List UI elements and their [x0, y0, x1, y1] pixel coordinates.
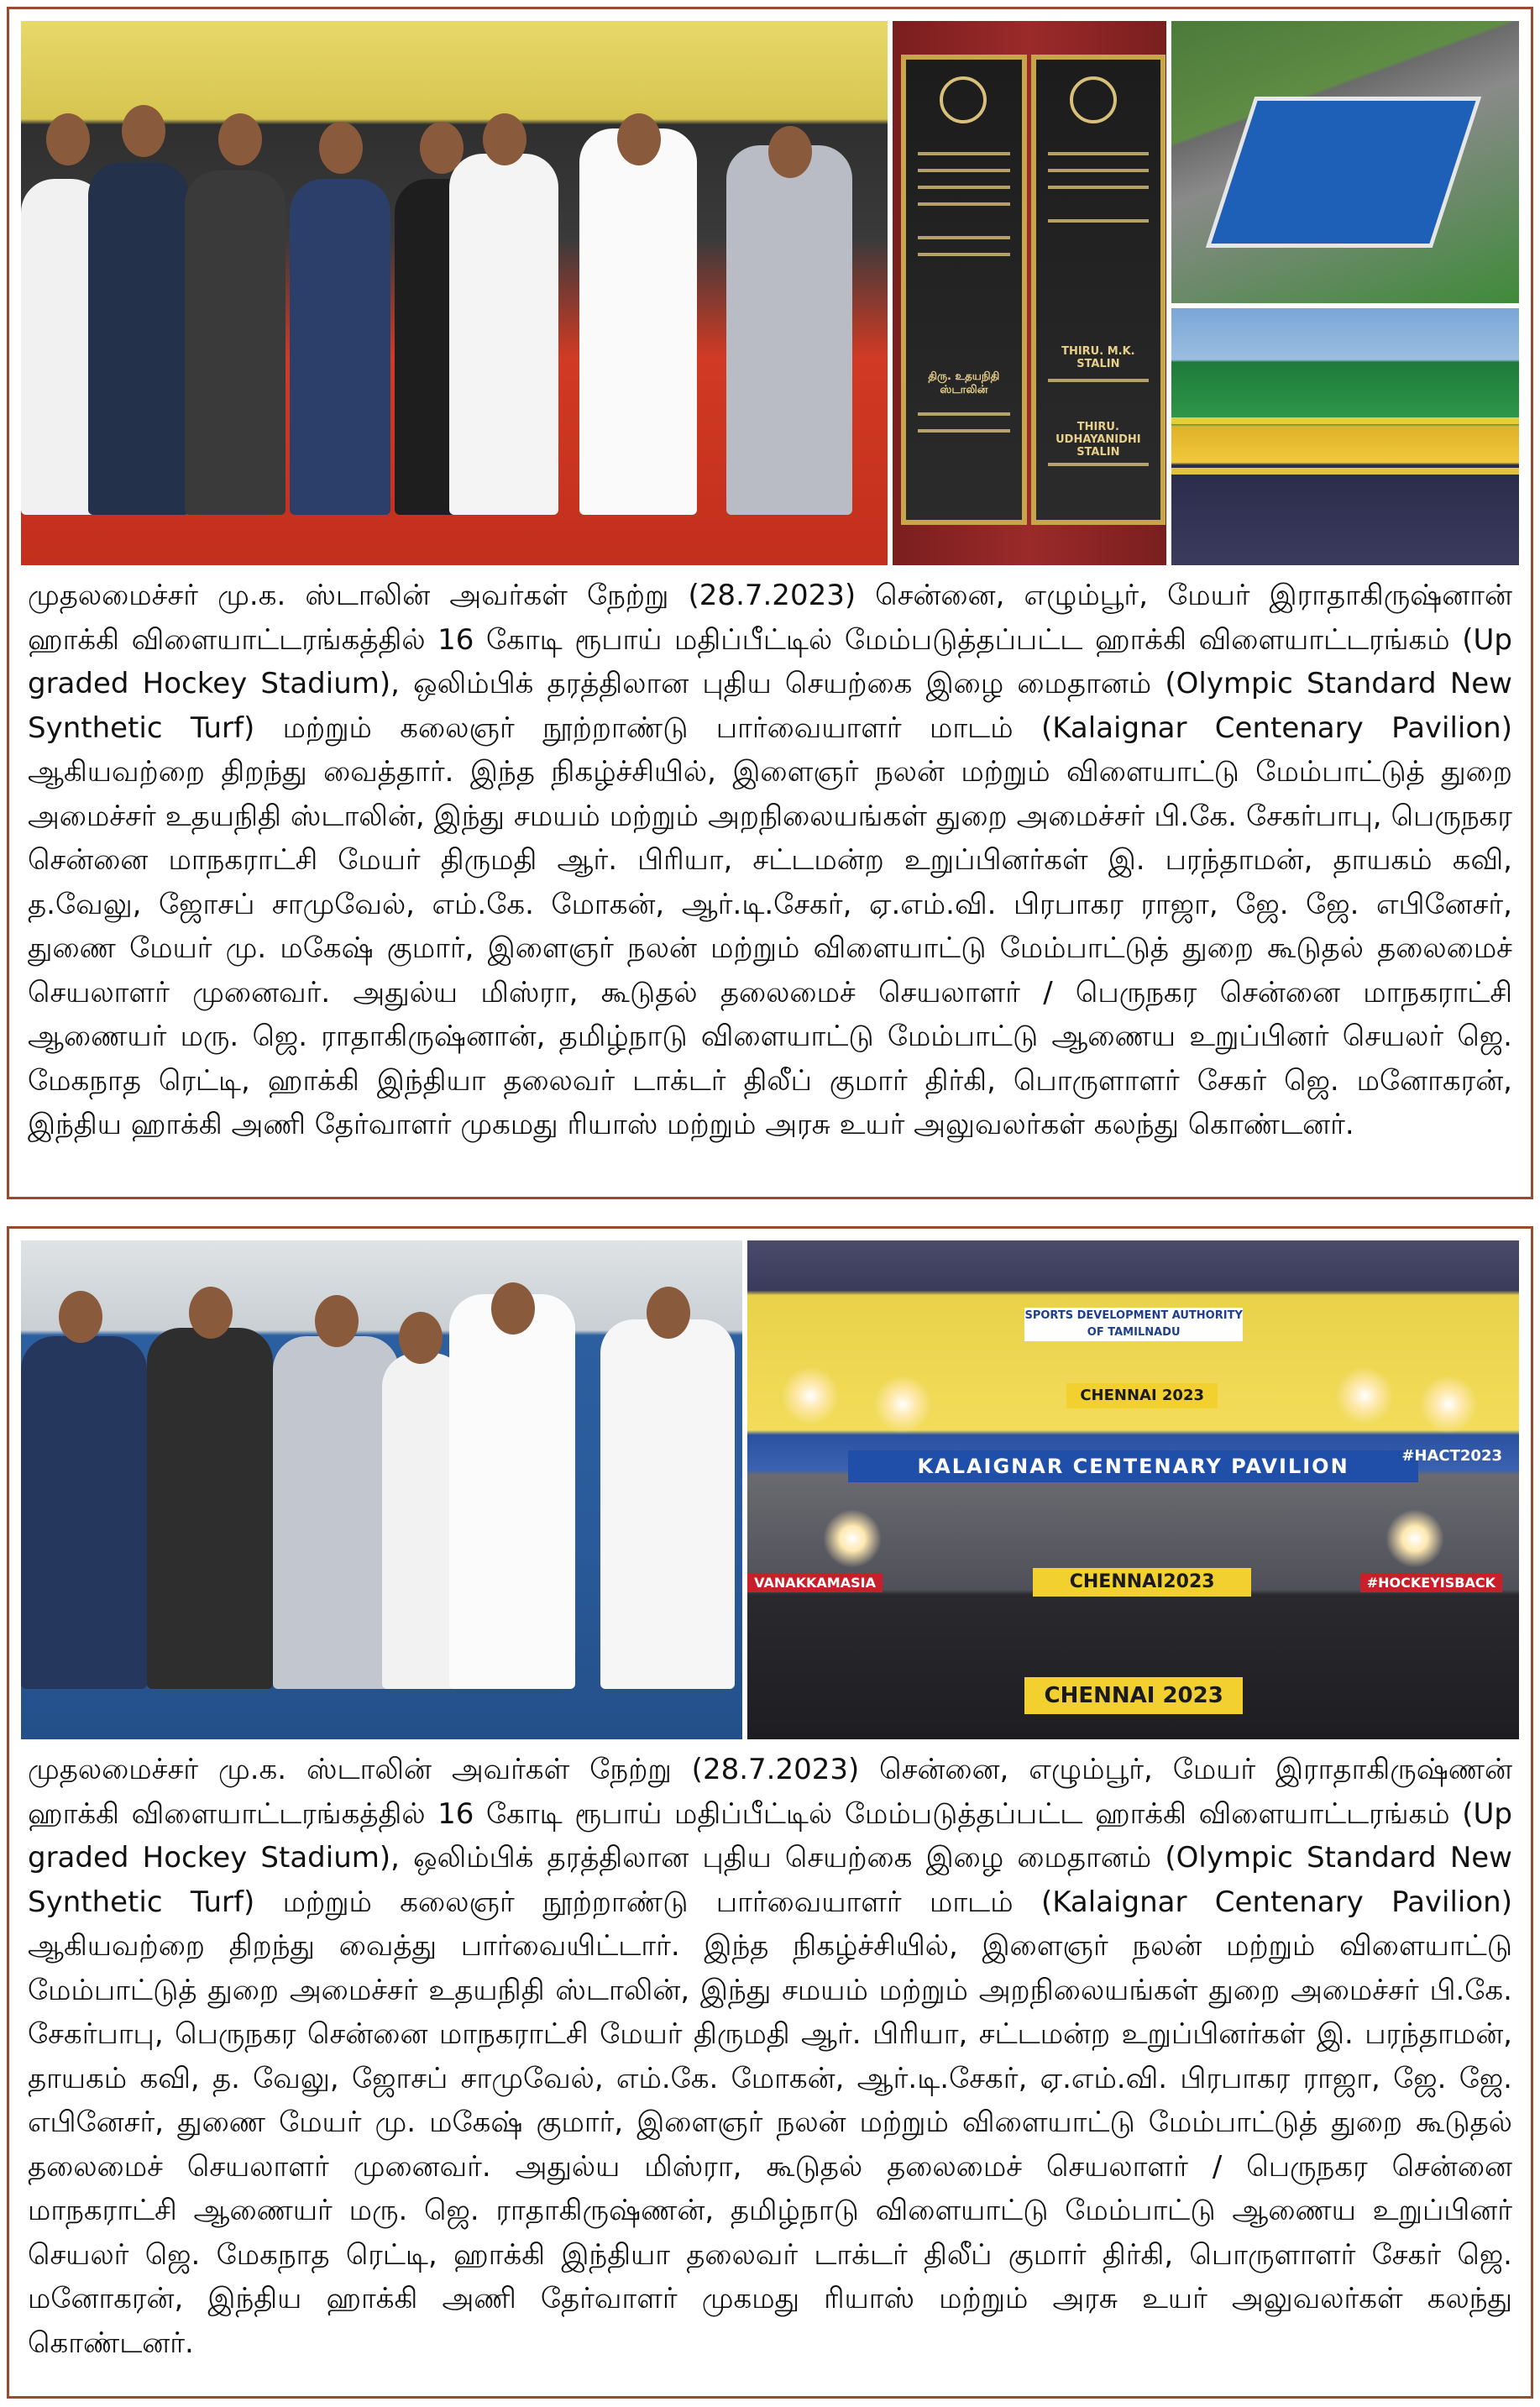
inauguration-photo: [21, 21, 888, 565]
person-head: [46, 113, 90, 165]
photo-row-2: [21, 1240, 1519, 1739]
sda-sign: SPORTS DEVELOPMENT AUTHORITY OF TAMILNADU: [1024, 1308, 1243, 1341]
hockey-turf: [1206, 97, 1481, 248]
person-figure: [449, 1294, 575, 1689]
emblem-icon: [940, 76, 987, 123]
plaque-left-name: திரு. உதயநிதி ஸ்டாலின்: [928, 370, 1000, 396]
plaque-left: [901, 55, 1027, 525]
caption-1: [28, 574, 1512, 1147]
plaque-right-name-2: THIRU. UDHAYANIDHI STALIN: [1055, 421, 1141, 459]
firework: [1419, 1375, 1478, 1434]
person-head: [122, 105, 165, 157]
news-panel-1: [7, 7, 1533, 1199]
hockey-hashtag: #HOCKEYISBACK: [1360, 1573, 1502, 1592]
person-head: [420, 122, 464, 174]
person-figure: [449, 154, 558, 515]
person-figure: [21, 1336, 147, 1689]
person-head: [768, 126, 812, 178]
firework: [1335, 1366, 1394, 1425]
hact-hashtag: #HACT2023: [1401, 1447, 1502, 1465]
caption-1-text: முதலமைச்சர் மு.க. ஸ்டாலின் அவர்கள் நேற்று (28.7.2023) சென்னை, எழும்பூர், மேயர் இராதாகிருஷ்னான் ஹாக்கி விளையாட்டரங்கத்தில் 16 கோடி ரூபாய் மதிப்பீட்டில் மேம்படுத்தப்பட்ட ஹாக்கி விளையாட்டரங்கம் (Up graded Hockey Stadium), ஒலிம்பிக் தரத்திலான புதிய செயற்கை இழை மைதானம் (Olympic Standard New Synthetic Turf) மற்றும் கலைஞர் நூற்றாண்டு பார்வையாளர் மாடம் (Kalaignar Centenary Pavilion) ஆகியவற்றை திறந்து வைத்தார். இந்த நிகழ்ச்சியில், இளைஞர் நலன் மற்றும் விளையாட்டு மேம்பாட்டுத் துறை அமைச்சர் உதயநிதி ஸ்டாலின், இந்து சமயம் மற்றும் அறநிலையங்கள் துறை அமைச்சர் பி.கே. சேகர்பாபு, பெருநகர சென்னை மாநகராட்சி மேயர் திருமதி ஆர். பிரியா, சட்டமன்ற உறுப்பினர்கள் இ. பரந்தாமன், தாயகம் கவி, த.வேலு, ஜோசப் சாமுவேல், எம்.கே. மோகன், ஆர்.டி.சேகர், ஏ.எம்.வி. பிரபாகர ராஜா, ஜே. ஜே. எபினேசர், துணை மேயர் மு. மகேஷ் குமார், இளைஞர் நலன் மற்றும் விளையாட்டு மேம்பாட்டுத் துறை கூடுதல் தலைமைச் செயலாளர் முனைவர். அதுல்ய மிஸ்ரா, கூடுதல் தலைமைச் செயலாளர் / பெருநகர சென்னை மாநகராட்சி ஆணையர் மரு. ஜெ. ராதாகிருஷ்னான், தமிழ்நாடு விளையாட்டு மேம்பாட்டு ஆணைய உறுப்பினர் செயலர் ஜெ. மேகநாத ரெட்டி, ஹாக்கி இந்தியா தலைவர் டாக்டர் திலீப் குமார் திர்கி, பொருளாளர் சேகர் ஜெ. மனோகரன், இந்திய ஹாக்கி அணி தேர்வாளர் முகமது ரியாஸ் மற்றும் அரசு உயர் அலுவலர்கள் கலந்து கொண்டனர்.: [28, 579, 1512, 1141]
firework: [781, 1366, 840, 1425]
firework: [873, 1375, 932, 1434]
aerial-column: [1171, 21, 1519, 565]
emblem-icon: [1070, 76, 1117, 123]
person-figure: [185, 170, 285, 515]
person-head: [319, 122, 363, 174]
person-figure: [147, 1328, 273, 1689]
chennai-sign-mid: CHENNAI2023: [1033, 1568, 1251, 1597]
person-head: [483, 113, 526, 165]
chennai-sign-bottom: CHENNAI 2023: [1024, 1677, 1243, 1714]
vanakkam-sign: VANAKKAMASIA: [747, 1573, 883, 1592]
person-head: [647, 1287, 690, 1339]
news-panel-2: [7, 1226, 1533, 2399]
caption-2-text: முதலமைச்சர் மு.க. ஸ்டாலின் அவர்கள் நேற்று (28.7.2023) சென்னை, எழும்பூர், மேயர் இராதாகிருஷ்ணன் ஹாக்கி விளையாட்டரங்கத்தில் 16 கோடி ரூபாய் மதிப்பீட்டில் மேம்படுத்தப்பட்ட ஹாக்கி விளையாட்டரங்கம் (Up graded Hockey Stadium), ஒலிம்பிக் தரத்திலான புதிய செயற்கை இழை மைதானம் (Olympic Standard New Synthetic Turf) மற்றும் கலைஞர் நூற்றாண்டு பார்வையாளர் மாடம் (Kalaignar Centenary Pavilion) ஆகியவற்றை திறந்து வைத்து பார்வையிட்டார். இந்த நிகழ்ச்சியில், இளைஞர் நலன் மற்றும் விளையாட்டு மேம்பாட்டுத் துறை அமைச்சர் உதயநிதி ஸ்டாலின், இந்து சமயம் மற்றும் அறநிலையங்கள் துறை அமைச்சர் பி.கே. சேகர்பாபு, பெருநகர சென்னை மாநகராட்சி மேயர் திருமதி ஆர். பிரியா, சட்டமன்ற உறுப்பினர்கள் இ. பரந்தாமன், தாயகம் கவி, த. வேலு, ஜோசப் சாமுவேல், எம்.கே. மோகன், ஆர்.டி.சேகர், ஏ.எம்.வி. பிரபாகர ராஜா, ஜே. ஜே. எபினேசர், துணை மேயர் மு. மகேஷ் குமார், இளைஞர் நலன் மற்றும் விளையாட்டு மேம்பாட்டுத் துறை கூடுதல் தலைமைச் செயலாளர் முனைவர். அதுல்ய மிஸ்ரா, கூடுதல் தலைமைச் செயலாளர் / பெருநகர சென்னை மாநகராட்சி ஆணையர் மரு. ஜெ. ராதாகிருஷ்ணன், தமிழ்நாடு விளையாட்டு மேம்பாட்டு ஆணைய உறுப்பினர் செயலர் ஜெ. மேகநாத ரெட்டி, ஹாக்கி இந்தியா தலைவர் டாக்டர் திலீப் குமார் திர்கி, பொருளாளர் சேகர் ஜெ. மனோகரன், இந்திய ஹாக்கி அணி தேர்வாளர் முகமது ரியாஸ் மற்றும் அரசு உயர் அலுவலர்கள் கலந்து கொண்டனர்.: [28, 1753, 1512, 2360]
person-figure: [579, 128, 697, 515]
plaque-right-name: THIRU. M.K. STALIN: [1061, 345, 1135, 370]
caption-2: [28, 1748, 1512, 2365]
person-figure: [726, 145, 852, 515]
officials-photo: [21, 1240, 742, 1739]
chennai-sign-top: CHENNAI 2023: [1066, 1383, 1218, 1408]
person-head: [315, 1295, 359, 1347]
plaque-photo: [893, 21, 1166, 565]
firework: [823, 1509, 882, 1568]
person-head: [218, 113, 262, 165]
firework: [1385, 1509, 1444, 1568]
person-figure: [273, 1336, 399, 1689]
person-figure: [600, 1319, 735, 1689]
pavilion-photo: [747, 1240, 1519, 1739]
photo-row-1: [21, 21, 1519, 565]
stand-photo: [1171, 308, 1519, 565]
person-figure: [290, 179, 390, 515]
plaque-right: [1031, 55, 1165, 525]
person-head: [399, 1312, 443, 1364]
person-head: [617, 113, 661, 165]
person-figure: [88, 162, 189, 515]
pavilion-banner: KALAIGNAR CENTENARY PAVILION: [848, 1450, 1418, 1482]
aerial-stadium-photo: [1171, 21, 1519, 303]
person-head: [59, 1291, 102, 1343]
person-head: [491, 1282, 535, 1335]
person-head: [189, 1287, 233, 1339]
